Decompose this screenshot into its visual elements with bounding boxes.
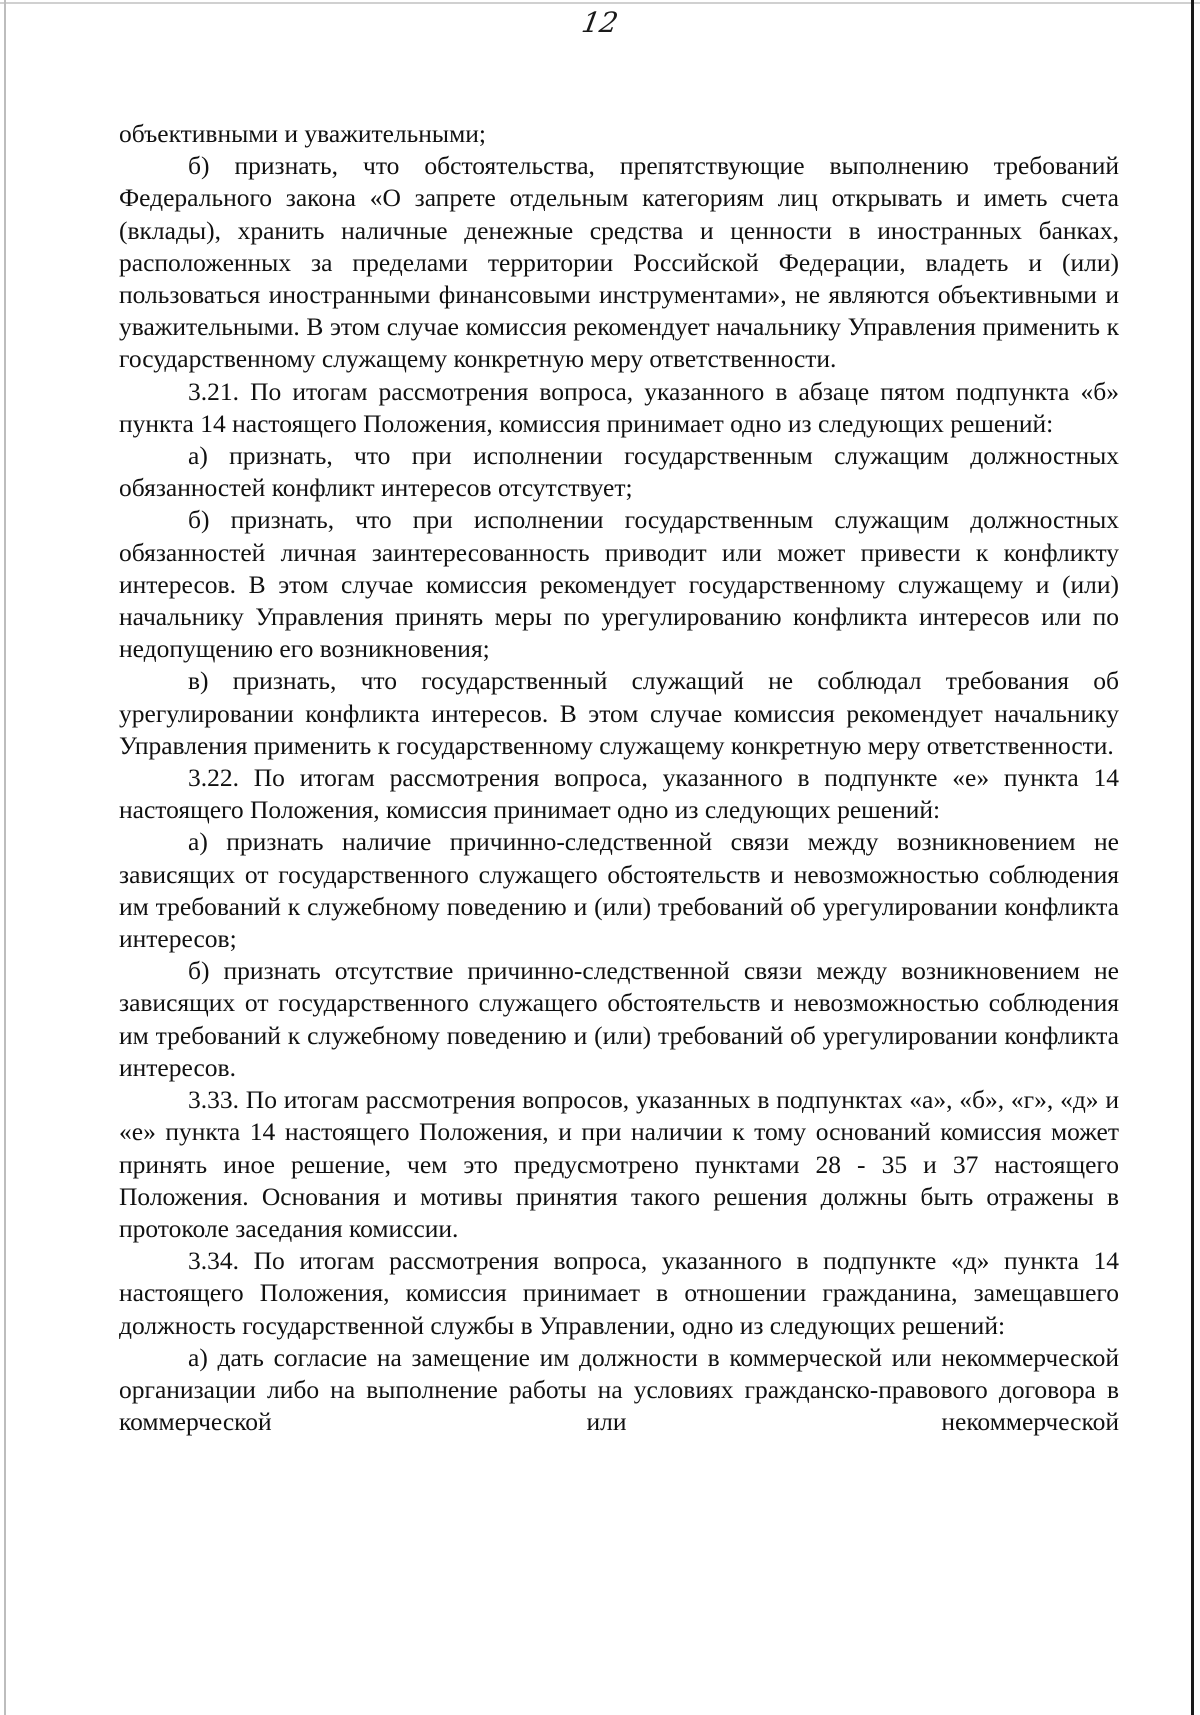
paragraph: б) признать отсутствие причинно-следственной связи между возникновением не зависящих от государственного служащего обстоятельств и невозможностью соблюдения им требований к служебному поведению и (или) требований об урегулировании конфликта интересов.: [119, 956, 1119, 1082]
paragraph: а) признать наличие причинно-следственной связи между возникновением не зависящих от государственного служащего обстоятельств и невозможностью соблюдения им требований к служебному поведению и (или) требований об урегулировании конфликта интересов;: [119, 827, 1119, 954]
paragraph: объективными и уважительными;: [119, 119, 486, 148]
scan-edge-left: [4, 0, 6, 1715]
paragraph: 3.21. По итогам рассмотрения вопроса, указанного в абзаце пятом подпункта «б» пункта 14 настоящего Положения, комиссия принимает одно из следующих решений:: [119, 376, 1119, 438]
paragraph: 3.22. По итогам рассмотрения вопроса, указанного в подпункте «е» пункта 14 настоящего Положения, комиссия принимает одно из следующих решений:: [119, 763, 1119, 825]
paragraph: в) признать, что государственный служащий не соблюдал требования об урегулировании конфликта интересов. В этом случае комиссия рекомендует начальнику Управления применить к государственному служащему конкретную меру ответственности.: [119, 666, 1119, 760]
page-number: 12: [579, 6, 621, 39]
scan-edge-right: [1191, 0, 1194, 1715]
paragraph: а) дать согласие на замещение им должности в коммерческой или некоммерческой организации либо на выполнение работы на условиях гражданско-правового договора в коммерческой или некоммерческой: [119, 1342, 1119, 1437]
document-body: [119, 118, 1119, 1438]
paragraph: а) признать, что при исполнении государственным служащим должностных обязанностей конфликт интересов отсутствует;: [119, 441, 1119, 503]
paragraph: б) признать, что при исполнении государственным служащим должностных обязанностей личная заинтересованность приводит или может привести к конфликту интересов. В этом случае комиссия рекомендует государственному служащему и (или) начальнику Управления принять меры по урегулированию конфликта интересов или по недопущению его возникновения;: [119, 505, 1119, 664]
paragraph: 3.34. По итогам рассмотрения вопроса, указанного в подпункте «д» пункта 14 настоящего Положения, комиссия принимает в отношении гражданина, замещавшего должность государственной службы в Управлении, одно из следующих решений:: [119, 1246, 1119, 1340]
paragraph: б) признать, что обстоятельства, препятствующие выполнению требований Федерального закона «О запрете отдельным категориям лиц открывать и иметь счета (вклады), хранить наличные денежные средства и ценности в иностранных банках, расположенных за пределами территории Российской Федерации, владеть и (или) пользоваться иностранными финансовыми инструментами», не являются объективными и уважительными. В этом случае комиссия рекомендует начальнику Управления применить к государственному служащему конкретную меру ответственности.: [119, 151, 1119, 374]
paragraph: 3.33. По итогам рассмотрения вопросов, указанных в подпунктах «а», «б», «г», «д» и «е» пункта 14 настоящего Положения, и при наличии к тому оснований комиссия может принять иное решение, чем это предусмотрено пунктами 28 - 35 и 37 настоящего Положения. Основания и мотивы принятия такого решения должны быть отражены в протоколе заседания комиссии.: [119, 1085, 1119, 1243]
scan-edge-top: [0, 2, 1200, 4]
